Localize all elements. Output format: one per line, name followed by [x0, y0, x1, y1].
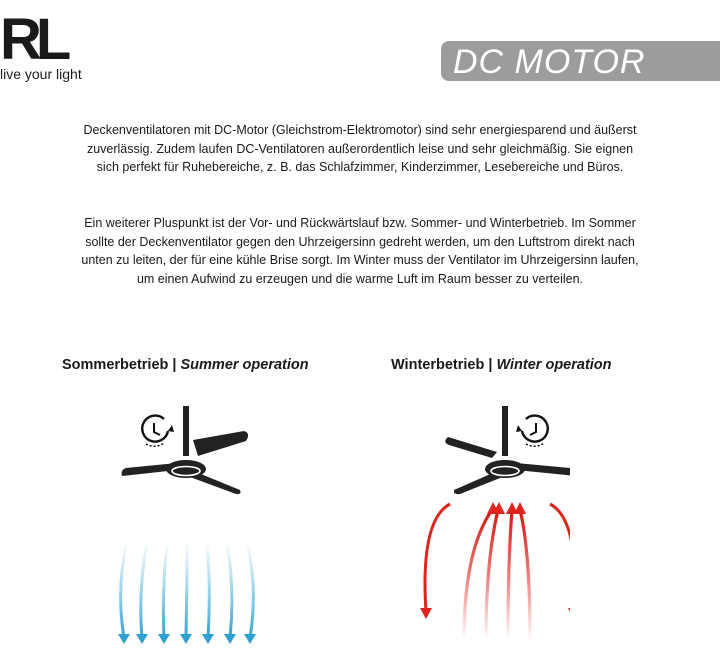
winter-label-de: Winterbetrieb	[391, 357, 485, 373]
summer-heading	[62, 357, 309, 373]
logo-mark: RL	[0, 7, 66, 72]
winter-diagram	[420, 400, 570, 648]
upward-airflow-arrows	[464, 510, 530, 640]
counterclockwise-clock-icon	[142, 416, 174, 447]
banner-title: DC MOTOR	[453, 43, 646, 81]
summer-diagram	[110, 400, 260, 648]
brand-logo	[0, 7, 110, 86]
operation-paragraph: Ein weiterer Pluspunkt ist der Vor- und Rückwärtslauf bzw. Sommer- und Winterbetrieb. Im Sommer sollte der Deckenventilator gegen den Uhrzeigersinn gedreht werden, um den Luftstrom direkt nach unten zu leiten, der für eine kühle Brise sorgt. Im Winter muss der Ventilator im Uhrzeigersinn laufen, um einen Aufwind zu erzeugen und die warme Luft im Raum besser zu verteilen.	[81, 216, 639, 286]
summer-label-en: Summer operation	[180, 357, 309, 373]
downward-arrowheads	[118, 634, 256, 644]
summer-separator: |	[168, 357, 181, 373]
downward-airflow-arrows	[121, 542, 254, 638]
ceiling-fan-icon	[445, 406, 570, 494]
winter-separator: |	[484, 357, 497, 373]
winter-label-en: Winter operation	[496, 357, 612, 373]
intro-paragraph: Deckenventilatoren mit DC-Motor (Gleichstrom-Elektromotor) sind sehr energiesparend und äußerst zuverlässig. Zudem laufen DC-Ventilatoren außerordentlich leise und sehr gleichmäßig. Sie eignen sich perfekt für Ruhebereiche, z. B. das Schlafzimmer, Kinderzimmer, Lesebereiche und Büros.	[83, 123, 637, 175]
clockwise-clock-icon	[516, 416, 548, 447]
ceiling-fan-icon	[122, 406, 249, 494]
winter-heading	[391, 357, 612, 373]
logo-tagline: live your light	[0, 66, 82, 82]
summer-label-de: Sommerbetrieb	[62, 357, 169, 373]
downward-side-arrows	[425, 504, 570, 612]
title-banner	[441, 41, 720, 81]
